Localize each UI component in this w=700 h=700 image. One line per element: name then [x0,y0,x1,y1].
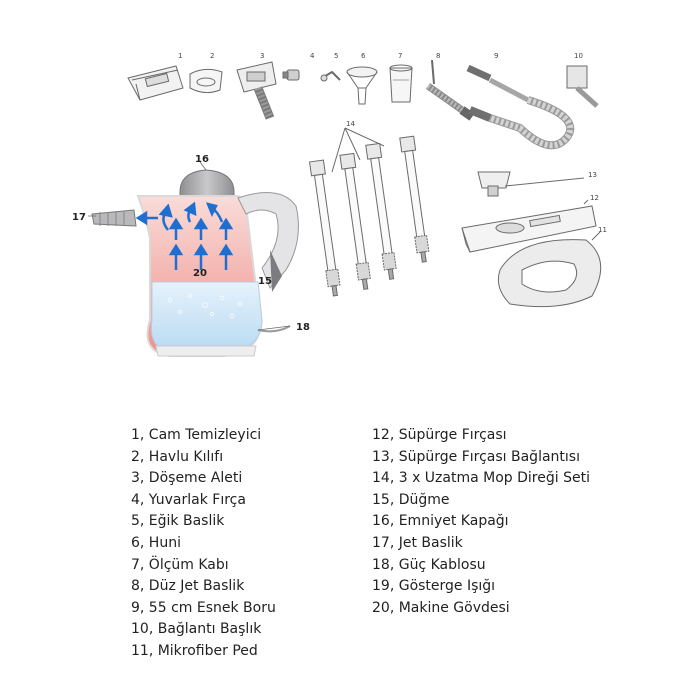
window-cleaner-part [128,66,183,100]
legend-right-column [372,425,590,619]
legend-item: 7, Ölçüm Kabı [131,556,229,573]
legend-item: 12, Süpürge Fırçası [372,427,507,443]
legend-left-column [131,425,276,663]
part-number: 14 [346,120,355,128]
angled-nozzle-part [321,72,340,81]
extension-poles-part [310,128,432,297]
legend-item: 11, Mikrofiber Ped [131,642,258,659]
legend-item: 20, Makine Gövdesi [372,599,510,616]
steam-cleaner-body [92,170,298,356]
legend-item: 2, Havlu Kılıfı [131,448,224,465]
part-number: 8 [436,52,441,60]
callout-jet-nozzle: 17 [72,212,86,223]
straight-jet-part [428,60,472,117]
upholstery-tool-part [237,62,276,118]
part-number: 7 [398,52,403,60]
towel-cover-part [190,69,222,92]
legend-item: 1, Cam Temizleyici [131,427,262,443]
callout-machine-body: 20 [193,268,207,279]
callout-power-cord: 18 [296,322,310,333]
funnel-part [347,67,377,104]
legend-item: 14, 3 x Uzatma Mop Direği Seti [372,470,590,487]
part-number: 5 [334,52,339,60]
part-number: 1 [178,52,183,60]
part-number: 9 [494,52,499,60]
part-number: 13 [588,171,597,179]
part-number: 12 [590,194,599,202]
floor-brush-adapter-part [478,172,584,196]
legend-item: 10, Bağlantı Başlık [131,621,262,638]
legend-item: 6, Huni [131,534,181,551]
legend-item: 8, Düz Jet Baslik [131,578,245,595]
connection-adapter-part [567,66,597,106]
legend-item: 3, Döşeme Aleti [131,470,243,487]
measuring-cup-part [390,65,412,102]
part-number: 2 [210,52,215,60]
legend-item: 15, Düğme [372,491,450,508]
callout-safety-cap: 16 [195,154,209,165]
legend-item: 4, Yuvarlak Fırça [131,491,246,508]
legend-item: 13, Süpürge Fırçası Bağlantısı [372,448,580,465]
legend-item: 16, Emniyet Kapağı [372,513,509,530]
legend-item: 18, Güç Kablosu [372,556,486,573]
flexible-hose-part [468,68,570,145]
part-number: 10 [574,52,583,60]
legend-item: 5, Eğik Baslik [131,513,225,530]
legend-item: 19, Gösterge Işığı [372,578,496,595]
part-number: 6 [361,52,366,60]
legend-item: 17, Jet Baslik [372,534,463,551]
part-number: 11 [598,226,607,234]
legend-item: 9, 55 cm Esnek Boru [131,599,276,616]
part-number: 3 [260,52,265,60]
round-brush-part [283,70,299,80]
part-number: 4 [310,52,315,60]
callout-button: 15 [258,276,272,287]
